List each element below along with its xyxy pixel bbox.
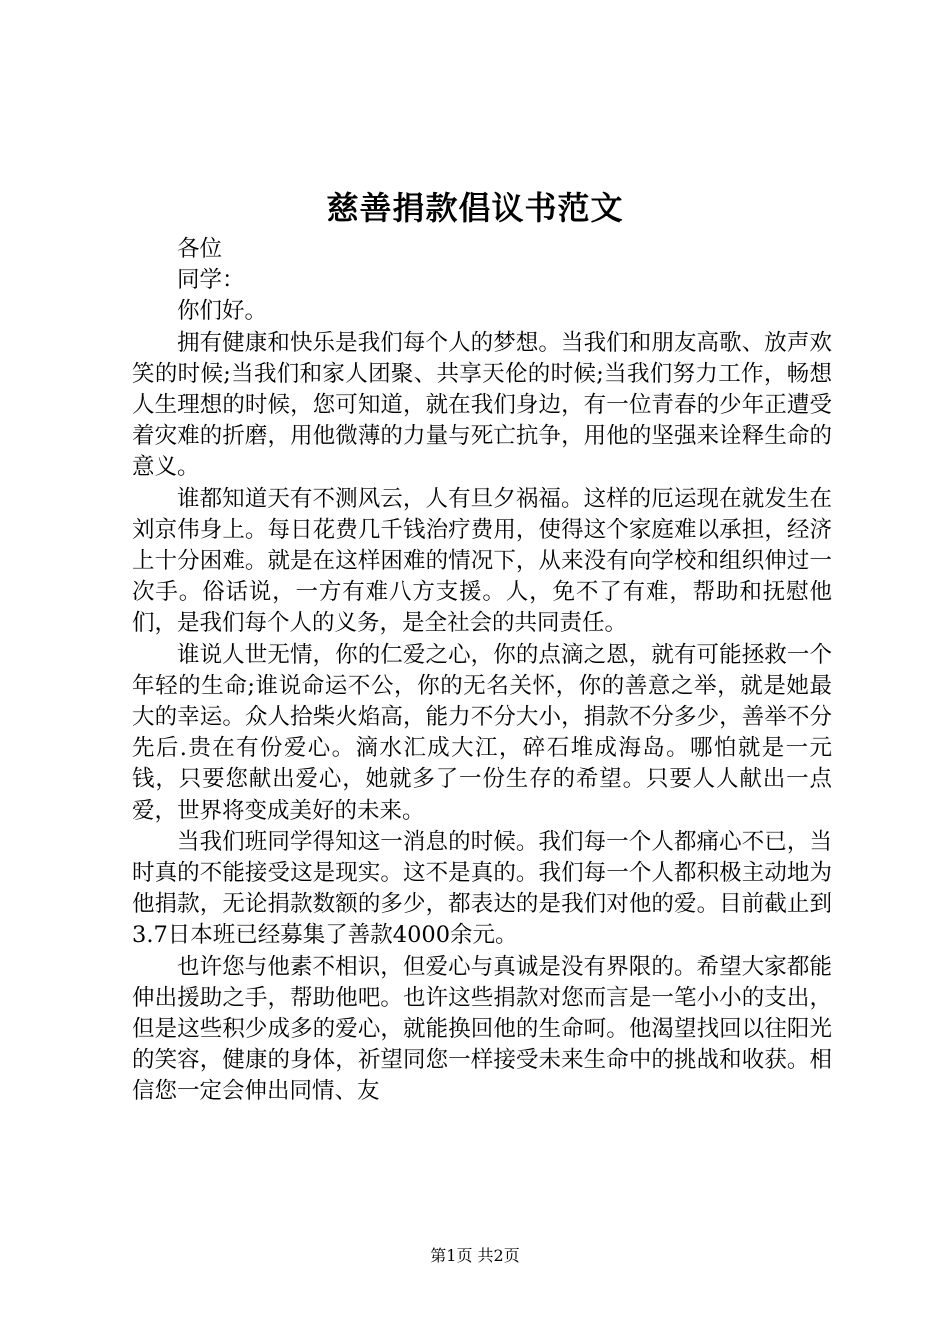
page-footer: 第1页 共2页	[430, 1246, 520, 1265]
salutation-line-1: 各位	[177, 236, 223, 262]
document-body	[132, 234, 832, 1108]
paragraph: 当我们班同学得知这一消息的时候。我们每一个人都痛心不已，当时真的不能接受这是现实。这不是真的。我们每一个人都积极主动地为他捐款，无论捐款数额的多少，都表达的是我们对他的爱。目前截止到3.7日本班已经募集了善款4000余元。	[132, 828, 832, 949]
paragraph: 谁说人世无情，你的仁爱之心，你的点滴之恩，就有可能拯救一个年轻的生命;谁说命运不公，你的无名关怀，你的善意之举，就是她最大的幸运。众人拾柴火焰高，能力不分大小，捐款不分多少，善举不分先后.贵在有份爱心。滴水汇成大江，碎石堆成海岛。哪怕就是一元钱，只要您献出爱心，她就多了一份生存的希望。只要人人献出一点爱，世界将变成美好的未来。	[132, 641, 832, 824]
paragraph: 也许您与他素不相识，但爱心与真诚是没有界限的。希望大家都能伸出援助之手，帮助他吧。也许这些捐款对您而言是一笔小小的支出，但是这些积少成多的爱心，就能换回他的生命呵。他渴望找回以往阳光的笑容，健康的身体，祈望同您一样接受未来生命中的挑战和收获。相信您一定会伸出同情、友	[132, 953, 832, 1105]
document-title: 慈善捐款倡议书范文	[326, 189, 624, 227]
salutation-line-2: 同学：	[177, 267, 245, 294]
paragraph: 谁都知道天有不测风云，人有旦夕祸福。这样的厄运现在就发生在刘京伟身上。每日花费几千钱治疗费用，使得这个家庭难以承担，经济上十分困难。就是在这样困难的情况下，从来没有向学校和组织伸过一次手。俗话说，一方有难八方支援。人，免不了有难，帮助和抚慰他们，是我们每个人的义务，是全社会的共同责任。	[132, 485, 832, 637]
greeting-line: 你们好。	[177, 298, 268, 325]
paragraph: 拥有健康和快乐是我们每个人的梦想。当我们和朋友高歌、放声欢笑的时候;当我们和家人团聚、共享天伦的时候;当我们努力工作，畅想人生理想的时候，您可知道，就在我们身边，有一位青春的少年正遭受着灾难的折磨，用他微薄的力量与死亡抗争，用他的坚强来诠释生命的意义。	[132, 329, 832, 481]
